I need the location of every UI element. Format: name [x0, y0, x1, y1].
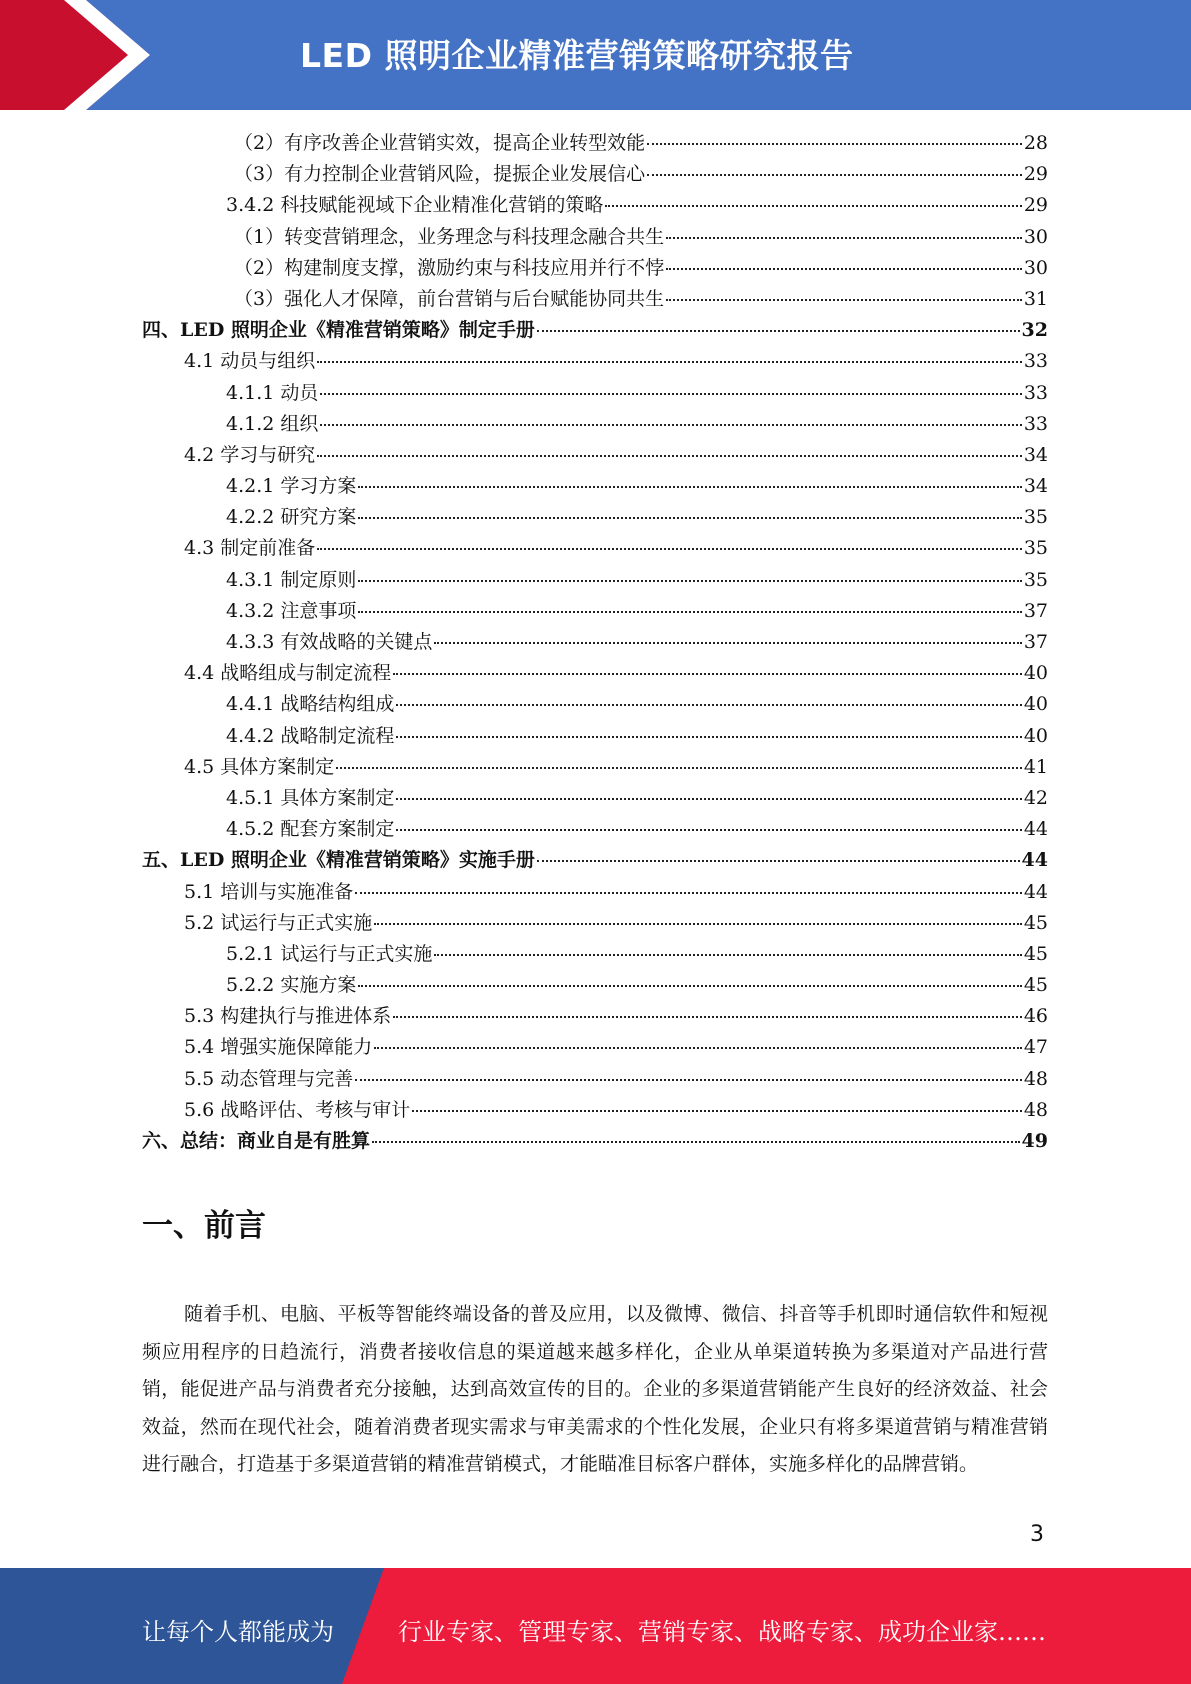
toc-dot-leader — [666, 237, 1022, 239]
toc-entry-title: 4.2.2 研究方案 — [226, 506, 357, 529]
toc-entry-page: 44 — [1021, 849, 1048, 872]
toc-entry-title: 5.6 战略评估、考核与审计 — [184, 1098, 411, 1121]
toc-entry[interactable] — [142, 1095, 1048, 1126]
toc-entry[interactable] — [142, 783, 1048, 814]
toc-entry-page: 47 — [1023, 1036, 1048, 1059]
toc-entry-title: 4.4.2 战略制定流程 — [226, 724, 395, 747]
toc-entry-title: 4.2.1 学习方案 — [226, 475, 357, 498]
toc-entry-title: 4.3.3 有效战略的关键点 — [226, 631, 433, 653]
toc-entry-title: （2）有序改善企业营销实效，提高企业转型效能 — [234, 132, 646, 154]
toc-entry-title: 4.5.1 具体方案制定 — [226, 786, 395, 809]
toc-dot-leader — [605, 205, 1021, 207]
toc-entry-page: 33 — [1023, 412, 1048, 435]
toc-entry[interactable] — [142, 1032, 1048, 1063]
toc-entry-title: 5.2.2 实施方案 — [226, 974, 357, 997]
toc-dot-leader — [358, 985, 1021, 987]
toc-entry-page: 45 — [1023, 911, 1048, 934]
footer-slogan-left: 让每个人都能成为 — [142, 1618, 334, 1646]
toc-entry-page: 32 — [1021, 319, 1048, 342]
toc-entry-title: 四、LED 照明企业《精准营销策略》制定手册 — [142, 319, 535, 342]
toc-dot-leader — [358, 517, 1021, 519]
toc-entry-page: 40 — [1023, 662, 1048, 685]
toc-dot-leader — [317, 455, 1022, 457]
toc-entry[interactable] — [142, 1064, 1048, 1095]
toc-entry[interactable] — [142, 222, 1048, 253]
toc-entry-title: （3）有力控制企业营销风险，提振企业发展信心 — [234, 163, 646, 186]
toc-dot-leader — [647, 143, 1022, 145]
toc-entry-page: 44 — [1023, 818, 1048, 841]
toc-dot-leader — [358, 580, 1021, 582]
footer-slogan-right: 行业专家、管理专家、营销专家、战略专家、成功企业家…… — [398, 1618, 1046, 1646]
toc-dot-leader — [320, 393, 1021, 395]
toc-entry-title: 5.2 试运行与正式实施 — [184, 911, 373, 934]
toc-entry-title: 五、LED 照明企业《精准营销策略》实施手册 — [142, 849, 535, 872]
toc-entry-page: 48 — [1023, 1098, 1048, 1121]
toc-dot-leader — [358, 486, 1021, 488]
toc-entry-page: 29 — [1023, 194, 1048, 217]
toc-entry-page: 44 — [1023, 880, 1048, 903]
toc-entry-title: 4.1.2 组织 — [226, 412, 319, 435]
toc-entry-page: 28 — [1023, 132, 1048, 154]
toc-dot-leader — [412, 1110, 1022, 1112]
toc-entry-title: 4.1.1 动员 — [226, 381, 319, 404]
toc-entry-title: 5.2.1 试运行与正式实施 — [226, 942, 433, 965]
toc-dot-leader — [317, 548, 1022, 550]
toc-dot-leader — [396, 736, 1021, 738]
body-paragraph: 随着手机、电脑、平板等智能终端设备的普及应用，以及微博、微信、抖音等手机即时通信软件和短视频应用程序的日趋流行，消费者接收信息的渠道越来越多样化，企业从单渠道转换为多渠道对产品进行营销，能促进产品与消费者充分接触，达到高效宣传的目的。企业的多渠道营销能产生良好的经济效益、社会效益，然而在现代社会，随着消费者现实需求与审美需求的个性化发展，企业只有将多渠道营销与精准营销进行融合，打造基于多渠道营销的精准营销模式，才能瞄准目标客户群体，实施多样化的品牌营销。 — [142, 1303, 1048, 1476]
toc-entry-page: 42 — [1023, 786, 1048, 809]
toc-entry[interactable] — [142, 190, 1048, 221]
page-number: 3 — [1030, 1522, 1044, 1547]
toc-entry-title: 4.4.1 战略结构组成 — [226, 693, 395, 716]
toc-dot-leader — [320, 424, 1021, 426]
toc-entry-page: 40 — [1023, 724, 1048, 747]
toc-entry-title: 4.3 制定前准备 — [184, 537, 316, 560]
toc-dot-leader — [396, 704, 1021, 706]
page-header — [0, 0, 1191, 110]
toc-entry-title: 5.4 增强实施保障能力 — [184, 1036, 373, 1059]
toc-entry[interactable] — [142, 533, 1048, 564]
toc-entry-title: 4.4 战略组成与制定流程 — [184, 662, 392, 685]
toc-dot-leader — [372, 1141, 1020, 1143]
section-heading: 一、前言 — [142, 1208, 266, 1244]
toc-entry-page: 46 — [1023, 1005, 1048, 1028]
toc-dot-leader — [336, 767, 1022, 769]
toc-entry-page: 33 — [1023, 350, 1048, 373]
table-of-contents — [142, 128, 1048, 1157]
toc-entry[interactable] — [142, 502, 1048, 533]
toc-entry-title: （1）转变营销理念，业务理念与科技理念融合共生 — [234, 225, 665, 248]
toc-entry-title: 5.5 动态管理与完善 — [184, 1067, 354, 1090]
toc-entry-page: 41 — [1023, 755, 1048, 778]
toc-dot-leader — [537, 860, 1020, 862]
toc-entry-title: 4.5 具体方案制定 — [184, 755, 335, 778]
toc-entry[interactable] — [142, 721, 1048, 752]
toc-entry-title: 5.1 培训与实施准备 — [184, 880, 354, 903]
toc-entry-page: 45 — [1023, 974, 1048, 997]
toc-dot-leader — [396, 829, 1021, 831]
toc-dot-leader — [355, 1079, 1022, 1081]
toc-dot-leader — [317, 361, 1022, 363]
toc-entry[interactable] — [142, 378, 1048, 409]
toc-dot-leader — [666, 268, 1022, 270]
toc-dot-leader — [393, 1016, 1022, 1018]
toc-entry-title: 4.3.1 制定原则 — [226, 568, 357, 591]
toc-entry[interactable] — [142, 877, 1048, 908]
toc-entry-page: 40 — [1023, 693, 1048, 716]
toc-entry[interactable] — [142, 253, 1048, 284]
header-chevron-decoration — [0, 0, 150, 110]
toc-entry-title: 4.5.2 配套方案制定 — [226, 818, 395, 841]
toc-entry[interactable] — [142, 908, 1048, 939]
toc-entry[interactable] — [142, 159, 1048, 190]
toc-dot-leader — [647, 174, 1022, 176]
toc-entry[interactable] — [142, 440, 1048, 471]
toc-entry-title: 4.2 学习与研究 — [184, 443, 316, 466]
toc-entry[interactable] — [142, 970, 1048, 1001]
toc-dot-leader — [434, 954, 1021, 956]
toc-dot-leader — [537, 330, 1020, 332]
toc-entry[interactable] — [142, 814, 1048, 845]
toc-entry-page: 29 — [1023, 163, 1048, 186]
toc-entry[interactable] — [142, 596, 1048, 627]
toc-dot-leader — [434, 642, 1021, 644]
toc-entry-page: 33 — [1023, 381, 1048, 404]
toc-entry[interactable] — [142, 565, 1048, 596]
toc-entry-page: 49 — [1021, 1130, 1048, 1152]
toc-entry-page: 34 — [1023, 443, 1048, 466]
toc-entry-page: 35 — [1023, 568, 1048, 591]
toc-entry[interactable] — [142, 315, 1048, 346]
toc-entry-page: 35 — [1023, 506, 1048, 529]
toc-entry-page: 30 — [1023, 256, 1048, 279]
toc-entry[interactable] — [142, 658, 1048, 689]
toc-entry[interactable] — [142, 284, 1048, 315]
page-footer — [0, 1568, 1191, 1684]
toc-entry-page: 30 — [1023, 225, 1048, 248]
report-title: LED 照明企业精准营销策略研究报告 — [300, 36, 854, 75]
toc-entry-page: 37 — [1023, 631, 1048, 653]
toc-entry[interactable] — [142, 1126, 1048, 1157]
toc-entry-page: 34 — [1023, 475, 1048, 498]
toc-entry[interactable] — [142, 346, 1048, 377]
toc-entry[interactable] — [142, 128, 1048, 159]
toc-entry-page: 48 — [1023, 1067, 1048, 1090]
toc-entry[interactable] — [142, 752, 1048, 783]
toc-entry[interactable] — [142, 845, 1048, 876]
toc-entry[interactable] — [142, 627, 1048, 658]
toc-entry[interactable] — [142, 689, 1048, 720]
toc-dot-leader — [358, 611, 1021, 613]
toc-dot-leader — [396, 798, 1021, 800]
toc-entry-title: 六、总结：商业自是有胜算 — [142, 1130, 371, 1152]
toc-entry[interactable] — [142, 939, 1048, 970]
toc-entry-title: （2）构建制度支撑，激励约束与科技应用并行不悖 — [234, 256, 665, 279]
toc-entry-page: 35 — [1023, 537, 1048, 560]
toc-entry-title: 4.3.2 注意事项 — [226, 599, 357, 622]
toc-entry-page: 37 — [1023, 599, 1048, 622]
toc-entry-title: （3）强化人才保障，前台营销与后台赋能协同共生 — [234, 287, 665, 310]
toc-entry[interactable] — [142, 409, 1048, 440]
toc-entry-title: 3.4.2 科技赋能视域下企业精准化营销的策略 — [226, 194, 604, 217]
toc-entry[interactable] — [142, 471, 1048, 502]
toc-entry-title: 4.1 动员与组织 — [184, 350, 316, 373]
toc-dot-leader — [374, 1047, 1022, 1049]
toc-entry-page: 45 — [1023, 942, 1048, 965]
toc-dot-leader — [393, 673, 1022, 675]
toc-dot-leader — [355, 892, 1022, 894]
toc-entry-page: 31 — [1023, 287, 1048, 310]
toc-dot-leader — [374, 923, 1022, 925]
toc-dot-leader — [666, 299, 1022, 301]
toc-entry[interactable] — [142, 1001, 1048, 1032]
toc-entry-title: 5.3 构建执行与推进体系 — [184, 1005, 392, 1028]
